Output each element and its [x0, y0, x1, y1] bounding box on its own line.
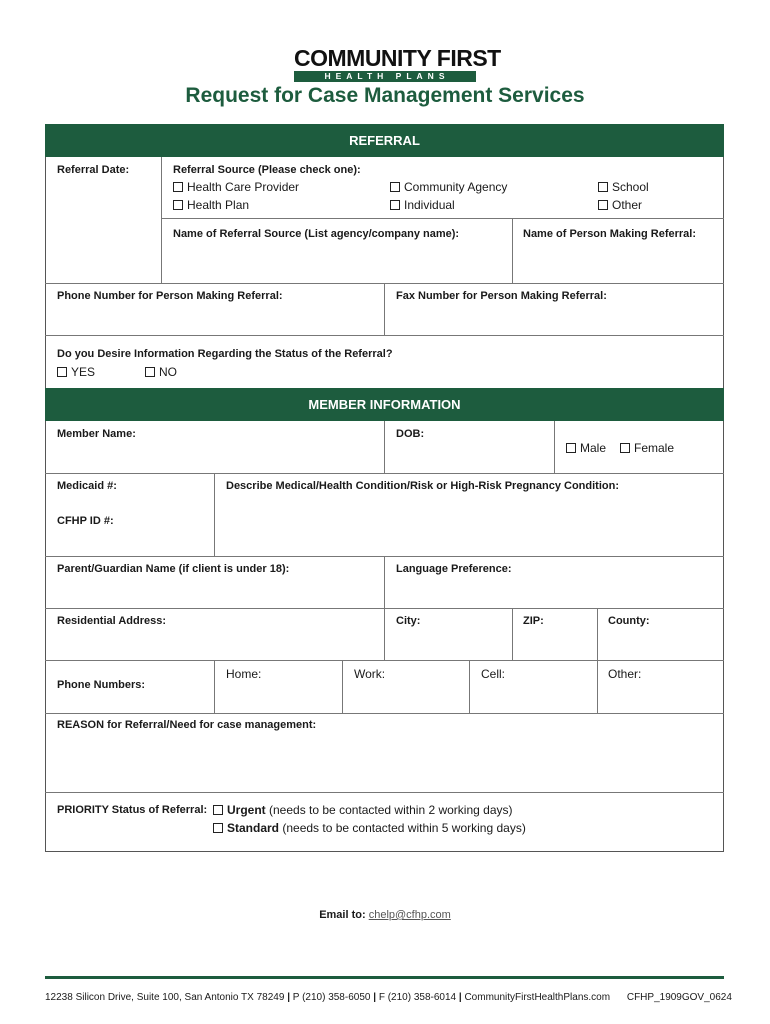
footer: 12238 Silicon Drive, Suite 100, San Antonio TX 78249 | P (210) 358-6050 | F (210) 358-6014 | CommunityFirstHealthPlans.com CFHP_1909GOV_0624 [45, 992, 732, 1003]
checkbox-icon[interactable] [566, 443, 576, 453]
form-code: CFHP_1909GOV_0624 [626, 992, 732, 1003]
divider [214, 660, 215, 713]
checkbox-icon[interactable] [390, 200, 400, 210]
checkbox-standard[interactable]: Standard (needs to be contacted within 5 working days) [213, 821, 526, 835]
footer-address: 12238 Silicon Drive, Suite 100, San Antonio TX 78249 [45, 992, 285, 1003]
divider [512, 608, 513, 660]
footer-rule [45, 976, 724, 979]
divider [469, 660, 470, 713]
reason-label: REASON for Referral/Need for case management: [57, 719, 317, 731]
checkbox-no[interactable]: NO [145, 365, 177, 379]
dob-label: DOB: [396, 428, 425, 440]
checkbox-icon[interactable] [145, 367, 155, 377]
company-logo [294, 45, 501, 81]
checkbox-icon[interactable] [213, 823, 223, 833]
status-question-label: Do you Desire Information Regarding the Status of the Referral? [57, 348, 393, 360]
checkbox-icon[interactable] [57, 367, 67, 377]
divider [554, 421, 555, 473]
referrer-phone-label: Phone Number for Person Making Referral: [57, 290, 283, 302]
divider [342, 660, 343, 713]
checkbox-other[interactable]: Other [598, 198, 642, 212]
checkbox-icon[interactable] [598, 182, 608, 192]
logo-bottom-text: HEALTH PLANS [294, 71, 476, 82]
checkbox-female[interactable]: Female [620, 441, 674, 455]
checkbox-yes[interactable]: YES [57, 365, 95, 379]
member-section-header: MEMBER INFORMATION [45, 388, 724, 421]
checkbox-individual[interactable]: Individual [390, 198, 455, 212]
checkbox-icon[interactable] [173, 200, 183, 210]
checkbox-urgent[interactable]: Urgent (needs to be contacted within 2 working days) [213, 803, 512, 817]
language-label: Language Preference: [396, 563, 512, 575]
checkbox-icon[interactable] [213, 805, 223, 815]
divider [214, 473, 215, 556]
city-label: City: [396, 615, 421, 627]
email-label: Email to: [319, 909, 366, 921]
checkbox-health-care-provider[interactable]: Health Care Provider [173, 180, 299, 194]
medicaid-label: Medicaid #: [57, 480, 117, 492]
referrer-fax-label: Fax Number for Person Making Referral: [396, 290, 607, 302]
checkbox-icon[interactable] [173, 182, 183, 192]
condition-label: Describe Medical/Health Condition/Risk or High-Risk Pregnancy Condition: [226, 480, 619, 492]
divider [384, 556, 385, 608]
email-link[interactable]: chelp@cfhp.com [368, 909, 451, 921]
checkbox-health-plan[interactable]: Health Plan [173, 198, 249, 212]
divider [45, 473, 724, 474]
page-title: Request for Case Management Services [185, 84, 585, 107]
priority-label: PRIORITY Status of Referral: [57, 804, 208, 816]
checkbox-school[interactable]: School [598, 180, 649, 194]
cell-phone-label: Cell: [481, 667, 506, 681]
checkbox-icon[interactable] [390, 182, 400, 192]
divider [512, 218, 513, 283]
referral-source-name-label: Name of Referral Source (List agency/company name): [173, 228, 460, 240]
footer-fax: F (210) 358-6014 [378, 992, 457, 1003]
other-phone-label: Other: [608, 667, 642, 681]
home-phone-label: Home: [226, 667, 262, 681]
checkbox-icon[interactable] [598, 200, 608, 210]
phone-numbers-label: Phone Numbers: [57, 679, 146, 691]
divider [161, 157, 162, 283]
checkbox-community-agency[interactable]: Community Agency [390, 180, 507, 194]
referral-date-label: Referral Date: [57, 164, 130, 176]
divider [384, 283, 385, 335]
logo-top-text: COMMUNITY FIRST [294, 45, 501, 71]
footer-website[interactable]: CommunityFirstHealthPlans.com [464, 992, 611, 1003]
divider [161, 218, 724, 219]
address-label: Residential Address: [57, 615, 167, 627]
divider [384, 608, 385, 660]
checkbox-icon[interactable] [620, 443, 630, 453]
zip-label: ZIP: [523, 615, 544, 627]
referring-person-label: Name of Person Making Referral: [523, 228, 696, 240]
guardian-label: Parent/Guardian Name (if client is under 18): [57, 563, 290, 575]
divider [45, 792, 724, 793]
referral-source-label: Referral Source (Please check one): [173, 164, 361, 176]
referral-section-header: REFERRAL [45, 124, 724, 157]
divider [384, 421, 385, 473]
divider [45, 660, 724, 661]
email-line [0, 909, 770, 921]
footer-phone: P (210) 358-6050 [292, 992, 371, 1003]
county-label: County: [608, 615, 650, 627]
work-phone-label: Work: [354, 667, 386, 681]
member-name-label: Member Name: [57, 428, 136, 440]
divider [45, 713, 724, 714]
cfhp-id-label: CFHP ID #: [57, 515, 114, 527]
checkbox-male[interactable]: Male [566, 441, 606, 455]
divider [45, 335, 724, 336]
